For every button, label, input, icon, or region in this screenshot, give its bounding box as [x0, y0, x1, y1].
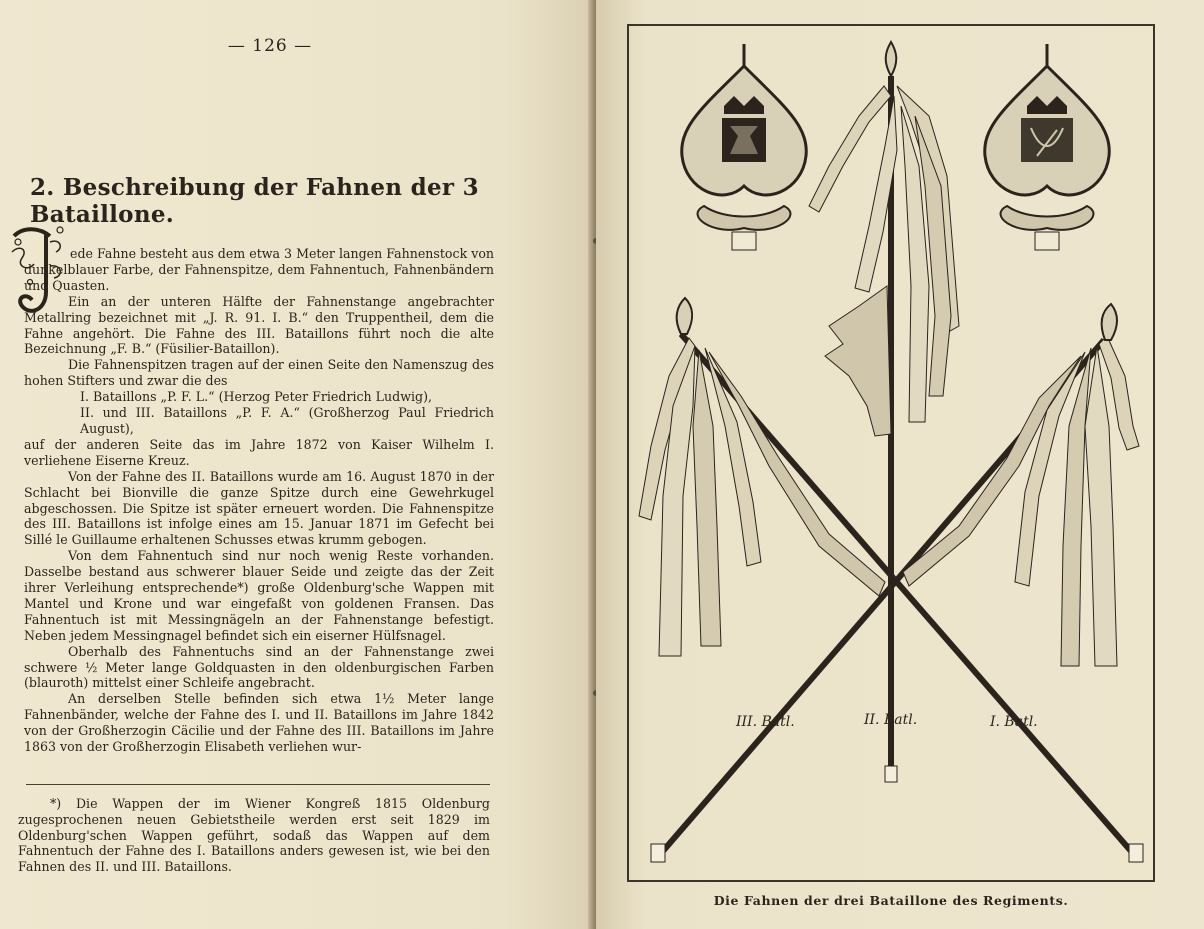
finial-monogram	[985, 44, 1109, 250]
footnote-text: *) Die Wappen der im Wiener Kongreß 1815 Oldenburg zugesprochenen neuen Gebietstheile werden erst seit 1829 im Oldenburg'schen Wappen geführt, sodaß das Wappen auf dem Fahnentuch der Fahne des I. Bataillons anders gewesen ist, wie bei den Fahnen des II. und III. Bataillons.	[18, 796, 490, 875]
plate-caption: Die Fahnen der drei Bataillone des Regiments.	[713, 893, 1069, 908]
paragraph: An derselben Stelle befinden sich etwa 1½ Meter lange Fahnenbänder, welche der Fahne des I. und II. Bataillons im Jahre 1842 von der Großherzogin Cäcilie und der Fahne des III. Bataillons im Jahre 1863 von der Großherzogin Elisabeth verliehen wur-	[24, 691, 494, 755]
paragraph: auf der anderen Seite das im Jahre 1872 von Kaiser Wilhelm I. verliehene Eiserne Kreuz.	[24, 436, 494, 468]
body-text	[24, 246, 494, 755]
finial-small	[1102, 304, 1117, 340]
paragraph: Von der Fahne des II. Bataillons wurde am 16. August 1870 in der Schlacht bei Bionville die ganze Spitze durch eine Gewehrkugel abgeschossen. Die Spitze ist später erneuert worden. Die Fahnenspitze des III. Bataillons ist infolge eines am 15. Januar 1871 im Gefecht bei Sillé le Guillaume erhaltenen Schusses etwas krumm gebogen.	[24, 468, 494, 548]
paragraph: Von dem Fahnentuch sind nur noch wenig Reste vorhanden. Dasselbe bestand aus schwerer blauer Seide und zeigte das der Zeit ihrer Verleihung entsprechende*) große Oldenburg'sche Wappen mit Mantel und Krone und war eingefaßt von goldenen Fransen. Das Fahnentuch ist mit Messingnägeln an der Fahnenstange befestigt. Neben jedem Messingnagel befindet sich ein eiserner Hülfsnagel.	[24, 548, 494, 643]
footnote	[18, 796, 490, 875]
flags-illustration	[629, 26, 1153, 880]
label-third-battalion: III. Batl.	[736, 714, 795, 730]
paragraph: Oberhalb des Fahnentuchs sind an der Fahnenstange zwei schwere ½ Meter lange Goldquasten in den oldenburgischen Farben (blauroth) mittelst einer Schleife angebracht.	[24, 643, 494, 691]
paragraph: II. und III. Bataillons „P. F. A.“ (Großherzog Paul Friedrich August),	[80, 405, 494, 436]
paragraph: Die Fahnenspitzen tragen auf der einen Seite den Namenszug des hohen Stifters und zwar die des	[24, 357, 494, 389]
footnote-divider	[26, 784, 490, 785]
left-page	[0, 0, 596, 929]
center-flag-ribbons	[809, 86, 959, 436]
label-first-battalion: I. Batl.	[990, 714, 1038, 730]
label-second-battalion: II. Batl.	[864, 712, 918, 728]
paragraph: ede Fahne besteht aus dem etwa 3 Meter langen Fahnenstock von dunkelblauer Farbe, der Fahnenspitze, dem Fahnentuch, Fahnenbändern und Quasten.	[24, 246, 495, 293]
finial-small	[677, 298, 692, 334]
paragraph: Ein an der unteren Hälfte der Fahnenstange angebrachter Metallring bezeichnet mit „J. R. 91. I. B.“ den Truppentheil, dem die Fahne angehört. Die Fahne des III. Bataillons führt noch die alte Bezeichnung „F. B.“ (Füsilier-Bataillon).	[24, 293, 494, 357]
finial-iron-cross	[682, 44, 806, 250]
finial-small	[886, 42, 897, 76]
left-flag-ribbons	[639, 338, 885, 656]
illustration-plate	[627, 24, 1155, 882]
pole-ferrule	[885, 766, 897, 782]
page-number: — 126 —	[227, 36, 313, 56]
paragraph: I. Bataillons „P. F. L.“ (Herzog Peter Friedrich Ludwig),	[80, 389, 432, 405]
section-title: 2. Beschreibung der Fahnen der 3 Bataillone.	[30, 174, 479, 228]
pole-ferrule	[651, 844, 665, 862]
pole-ferrule	[1129, 844, 1143, 862]
